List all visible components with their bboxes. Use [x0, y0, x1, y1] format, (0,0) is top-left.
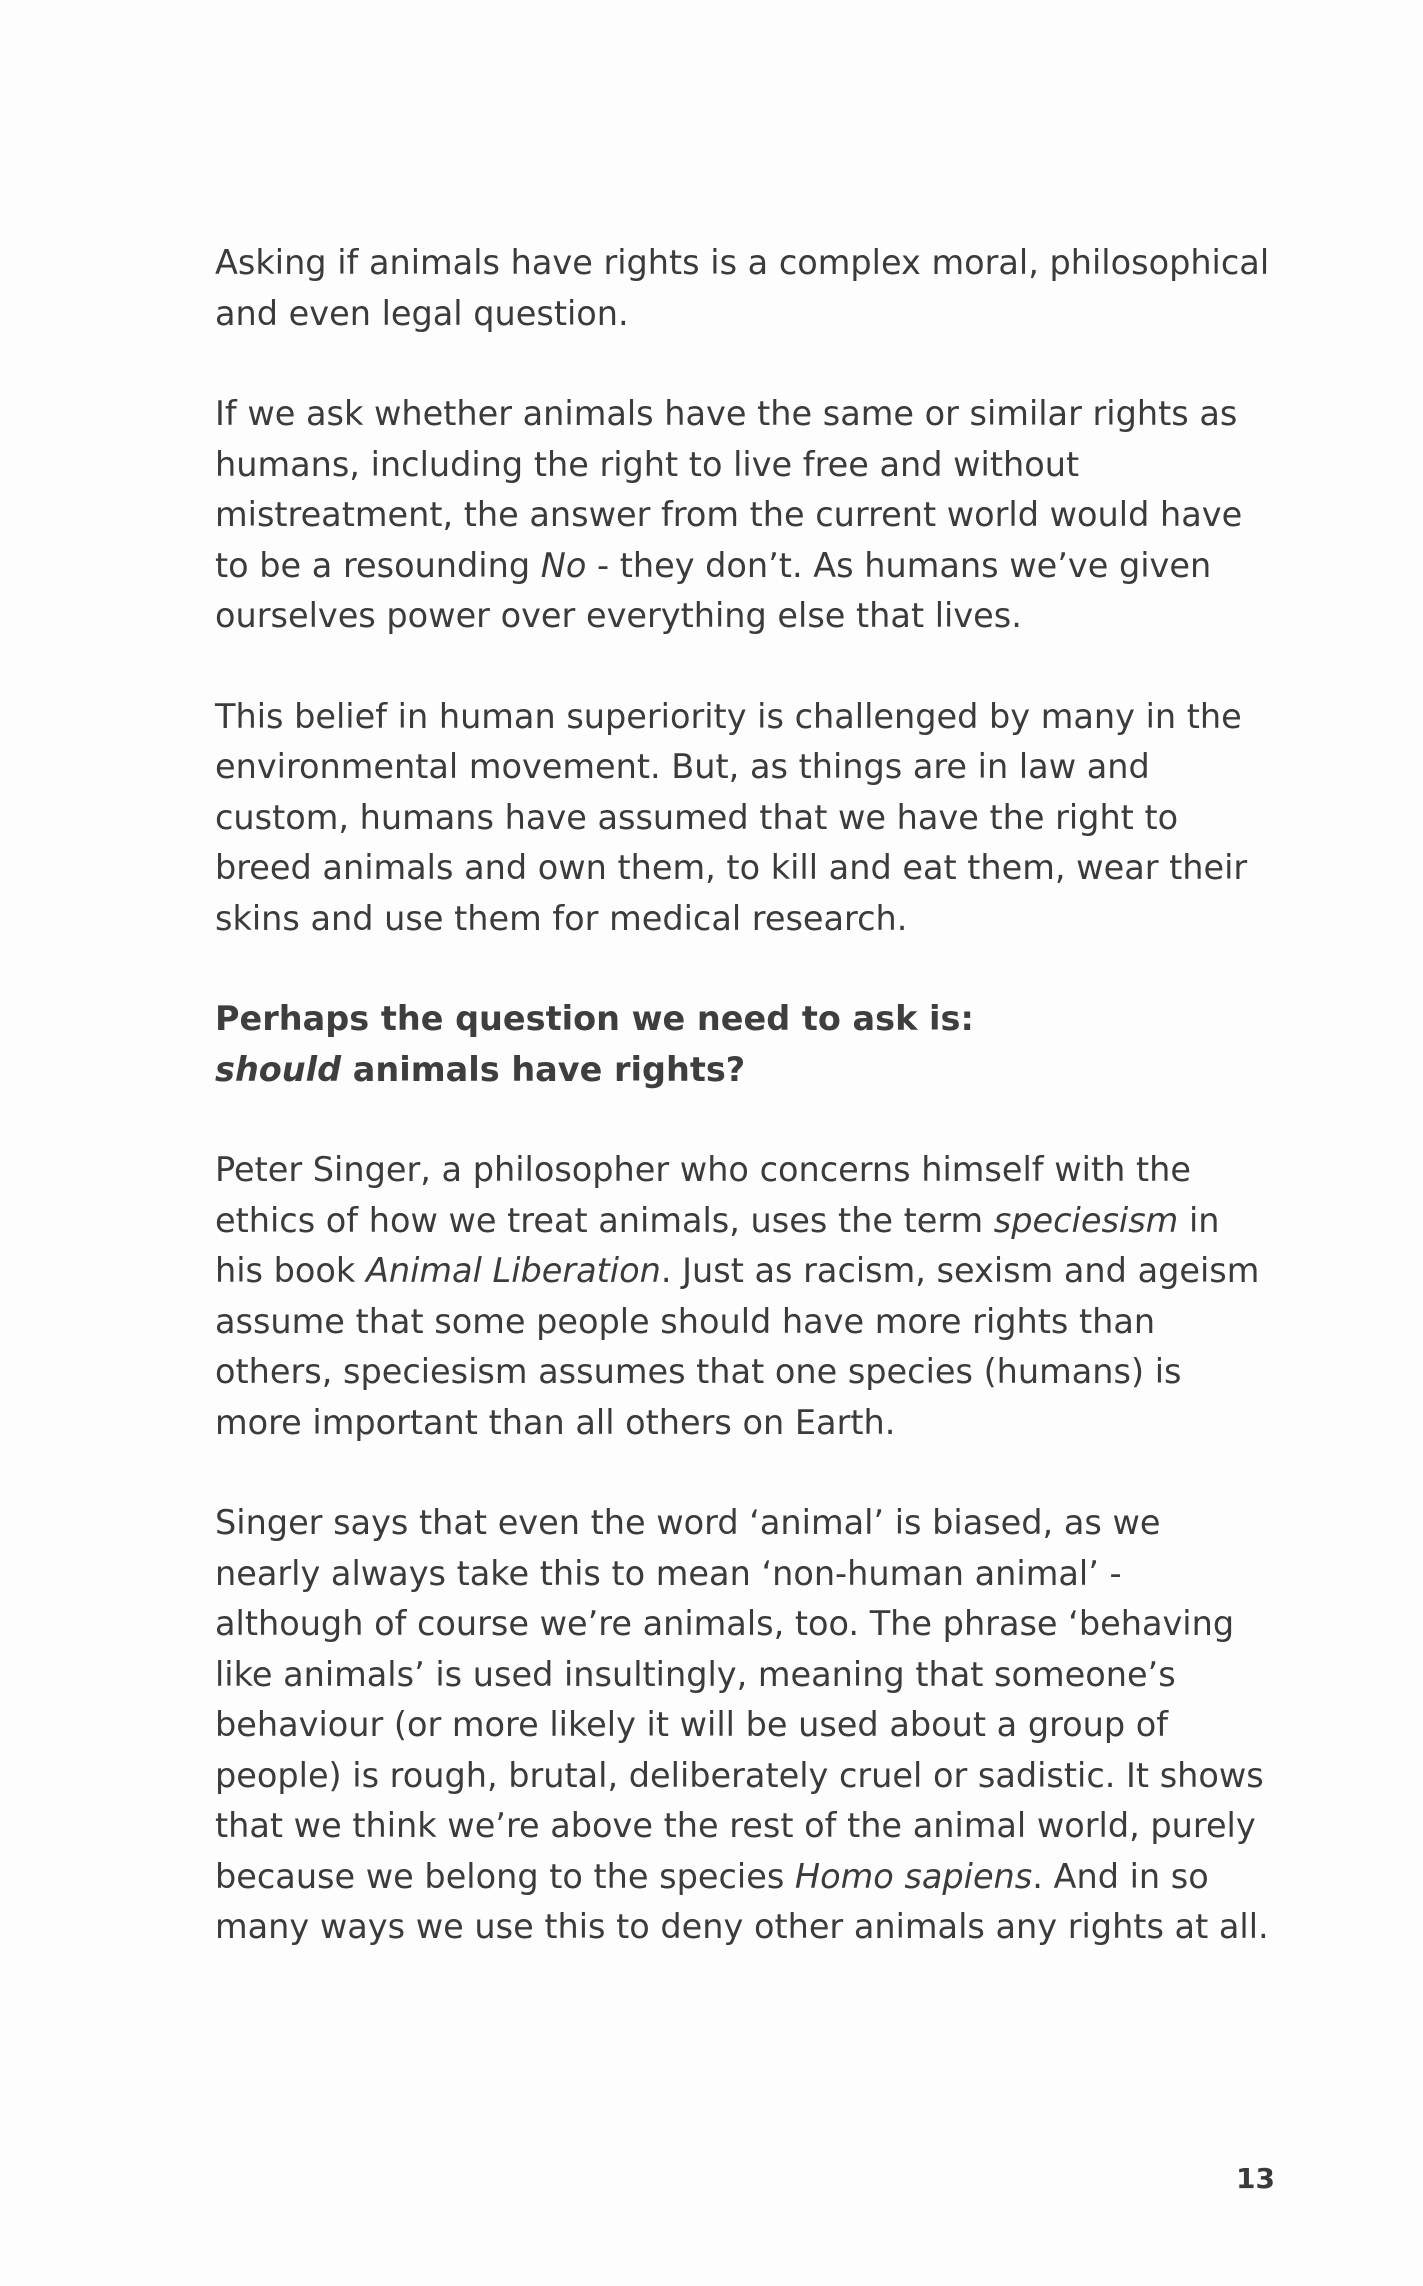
paragraph-animal-text-a: Singer says that even the word ‘animal’ is biased, as we nearly always take this to mean ‘non-human animal’ - although of course we’re animals, too. The phrase ‘behaving like animals’ is used insultingly, meaning that someone’s behaviour (or more likely it will be used about a group of people) is rough, brutal, deliberately cruel or sadistic. It shows that we think we’re above the rest of the animal world, purely because we belong to the species	[215, 1503, 1264, 1896]
paragraph-singer	[215, 1145, 1275, 1448]
paragraph-animal-homo-sapiens: Homo sapiens	[794, 1856, 1033, 1896]
paragraph-intro-text: Asking if animals have rights is a complex moral, philosophical and even legal question.	[215, 243, 1270, 333]
paragraph-singer-book-title: Animal Liberation	[365, 1251, 661, 1290]
paragraph-intro	[215, 238, 1275, 339]
paragraph-rights-text-c: - they don’t. As humans we’ve given ourselves power over everything else that lives.	[215, 545, 1212, 635]
paragraph-rights-text-a: If we ask whether animals have the same or similar rights as humans, including the right to live free and without mistreatment, the answer from the current world would have to be a resounding	[215, 394, 1243, 585]
heading-line-2: animals have rights?	[341, 1049, 746, 1089]
paragraph-animal-word	[215, 1498, 1275, 1953]
paragraph-singer-text-a: Peter Singer, a philosopher who concerns himself with the ethics of how we treat animals, uses the term	[215, 1150, 1191, 1240]
paragraph-singer-text-e: . Just as racism, sexism and ageism assume that some people should have more rights than others, speciesism assumes that one species (humans) is more important than all others on Earth.	[215, 1251, 1260, 1442]
paragraph-animal-text-c: . And in so many ways we use this to deny other animals any rights at all.	[215, 1856, 1269, 1946]
paragraph-rights-no: No	[540, 545, 587, 585]
heading-emphasis: should	[215, 1049, 342, 1089]
paragraph-superiority	[215, 692, 1275, 945]
page-number: 13	[1236, 2162, 1275, 2195]
heading-line-1: Perhaps the question we need to ask is:	[215, 999, 974, 1038]
paragraph-superiority-text: This belief in human superiority is challenged by many in the environmental movement. But, as things are in law and custom, humans have assumed that we have the right to breed animals and own them, to kill and eat them, wear their skins and use them for medical research.	[215, 696, 1248, 938]
paragraph-singer-speciesism: speciesism	[993, 1200, 1179, 1240]
paragraph-rights-question	[215, 389, 1275, 642]
paragraph-singer-text-c: in his book	[215, 1200, 1220, 1290]
section-heading	[215, 994, 1275, 1095]
page-body	[215, 238, 1275, 2003]
